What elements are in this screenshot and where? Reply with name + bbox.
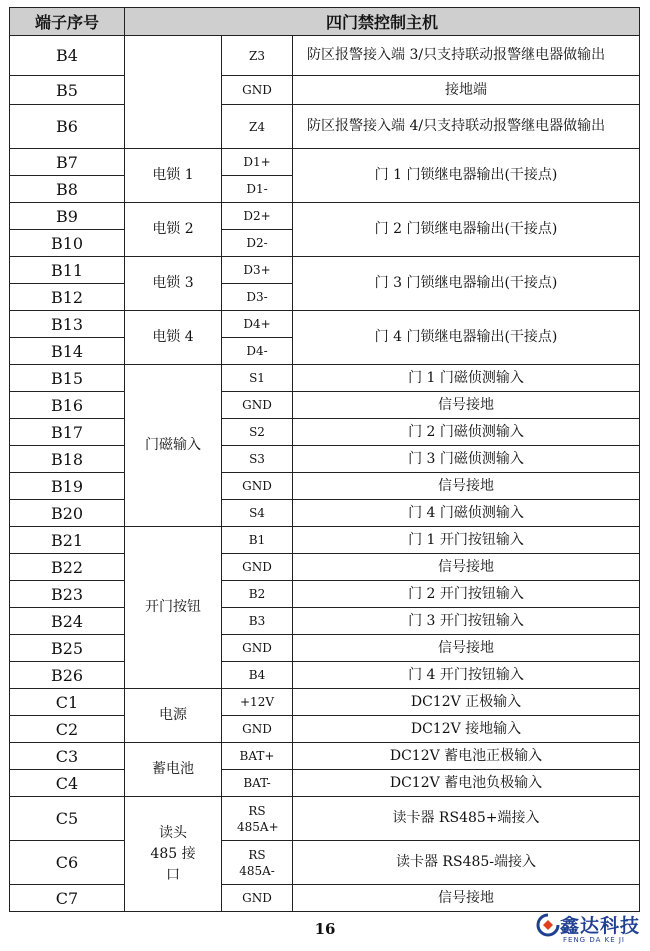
pin-description: 门 4 开门按钮输入 <box>293 662 640 689</box>
terminal-number: B13 <box>10 311 125 338</box>
function-group-cell <box>125 36 222 149</box>
pin-description: 信号接地 <box>293 554 640 581</box>
terminal-number: C3 <box>10 743 125 770</box>
terminal-number: B4 <box>10 36 125 76</box>
table-row <box>10 76 640 105</box>
pin-description: 信号接地 <box>293 635 640 662</box>
pin-description: 门 1 门锁继电器输出(干接点) <box>293 149 640 203</box>
table-row <box>10 841 640 885</box>
pin-label: S4 <box>222 500 293 527</box>
pin-label: S3 <box>222 446 293 473</box>
pin-label: D1- <box>222 176 293 203</box>
pin-description: DC12V 正极输入 <box>293 689 640 716</box>
pin-description: DC12V 接地输入 <box>293 716 640 743</box>
terminal-number: C1 <box>10 689 125 716</box>
table-row <box>10 257 640 284</box>
pin-description: DC12V 蓄电池正极输入 <box>293 743 640 770</box>
table-row <box>10 392 640 419</box>
pin-label: BAT- <box>222 770 293 797</box>
table-row <box>10 527 640 554</box>
pin-label: Z4 <box>222 105 293 149</box>
group-label: 门磁输入 <box>125 365 222 527</box>
terminal-number: B14 <box>10 338 125 365</box>
terminal-number: C2 <box>10 716 125 743</box>
pin-description: 读卡器 RS485-端接入 <box>293 841 640 885</box>
table-row <box>10 473 640 500</box>
pin-description: 门 3 开门按钮输入 <box>293 608 640 635</box>
pin-label: GND <box>222 473 293 500</box>
pin-label: D2- <box>222 230 293 257</box>
table-row <box>10 149 640 176</box>
pin-label: D3- <box>222 284 293 311</box>
pin-label: GND <box>222 885 293 912</box>
group-label: 电锁 4 <box>125 311 222 365</box>
terminal-table <box>9 7 640 912</box>
terminal-number: C6 <box>10 841 125 885</box>
terminal-number: C7 <box>10 885 125 912</box>
terminal-number: B15 <box>10 365 125 392</box>
pin-label: D2+ <box>222 203 293 230</box>
terminal-number: B21 <box>10 527 125 554</box>
pin-description: 防区报警接入端 3/只支持联动报警继电器做输出 <box>293 36 640 76</box>
pin-description: 门 1 门磁侦测输入 <box>293 365 640 392</box>
table-row <box>10 662 640 689</box>
table-row <box>10 311 640 338</box>
group-label: 电锁 3 <box>125 257 222 311</box>
group-label: 蓄电池 <box>125 743 222 797</box>
terminal-number: B19 <box>10 473 125 500</box>
table-row <box>10 635 640 662</box>
terminal-number: B5 <box>10 76 125 105</box>
terminal-number: B7 <box>10 149 125 176</box>
pin-label: S1 <box>222 365 293 392</box>
terminal-number: C5 <box>10 797 125 841</box>
group-label <box>125 797 222 912</box>
terminal-number: B8 <box>10 176 125 203</box>
pin-description: 信号接地 <box>293 473 640 500</box>
table-row <box>10 500 640 527</box>
terminal-number: B26 <box>10 662 125 689</box>
pin-description: 门 2 门磁侦测输入 <box>293 419 640 446</box>
pin-description: 门 4 门磁侦测输入 <box>293 500 640 527</box>
group-label: 电锁 1 <box>125 149 222 203</box>
pin-label: S2 <box>222 419 293 446</box>
terminal-number: B9 <box>10 203 125 230</box>
terminal-number: B17 <box>10 419 125 446</box>
terminal-number: B11 <box>10 257 125 284</box>
pin-label: BAT+ <box>222 743 293 770</box>
terminal-number: C4 <box>10 770 125 797</box>
watermark-subtitle: FENG DA KE JI <box>563 936 625 944</box>
brand-watermark <box>536 911 648 945</box>
table-row <box>10 770 640 797</box>
table-row <box>10 743 640 770</box>
brand-logo-icon <box>536 913 560 937</box>
pin-label: B2 <box>222 581 293 608</box>
pin-label: D4+ <box>222 311 293 338</box>
pin-label: GND <box>222 392 293 419</box>
pin-description: 读卡器 RS485+端接入 <box>293 797 640 841</box>
pin-description: DC12V 蓄电池负极输入 <box>293 770 640 797</box>
pin-description: 门 4 门锁继电器输出(干接点) <box>293 311 640 365</box>
controller-title-header: 四门禁控制主机 <box>125 8 640 36</box>
table-row <box>10 797 640 841</box>
terminal-number: B10 <box>10 230 125 257</box>
table-row <box>10 36 640 76</box>
pin-label: GND <box>222 554 293 581</box>
pin-label: B3 <box>222 608 293 635</box>
pin-label <box>222 841 293 885</box>
pin-description: 门 2 开门按钮输入 <box>293 581 640 608</box>
terminal-number-header: 端子序号 <box>10 8 125 36</box>
table-row <box>10 608 640 635</box>
table-row <box>10 554 640 581</box>
pin-label: +12V <box>222 689 293 716</box>
header-row <box>10 8 640 36</box>
terminal-number: B18 <box>10 446 125 473</box>
pin-label-text: RS 485A+ <box>237 803 279 834</box>
pin-label: Z3 <box>222 36 293 76</box>
table-row <box>10 365 640 392</box>
terminal-number: B24 <box>10 608 125 635</box>
terminal-number: B20 <box>10 500 125 527</box>
pin-description: 接地端 <box>293 76 640 105</box>
pin-label: D3+ <box>222 257 293 284</box>
pin-description: 门 2 门锁继电器输出(干接点) <box>293 203 640 257</box>
pin-description: 门 3 门锁继电器输出(干接点) <box>293 257 640 311</box>
pin-label: B1 <box>222 527 293 554</box>
table-row <box>10 419 640 446</box>
group-label: 电源 <box>125 689 222 743</box>
group-label-text: 读头 485 接口 <box>150 824 196 883</box>
pin-description: 门 3 门磁侦测输入 <box>293 446 640 473</box>
pin-label: GND <box>222 76 293 105</box>
table-row <box>10 105 640 149</box>
group-label: 开门按钮 <box>125 527 222 689</box>
pin-label: D1+ <box>222 149 293 176</box>
table-row <box>10 716 640 743</box>
pin-description: 门 1 开门按钮输入 <box>293 527 640 554</box>
table-row <box>10 689 640 716</box>
pin-label-text: RS 485A- <box>239 847 275 878</box>
terminal-number: B6 <box>10 105 125 149</box>
table-row <box>10 446 640 473</box>
pin-label: B4 <box>222 662 293 689</box>
pin-label: GND <box>222 635 293 662</box>
table-row <box>10 203 640 230</box>
terminal-number: B12 <box>10 284 125 311</box>
terminal-number: B25 <box>10 635 125 662</box>
pin-label <box>222 797 293 841</box>
terminal-number: B23 <box>10 581 125 608</box>
table-row <box>10 885 640 912</box>
pin-label: GND <box>222 716 293 743</box>
terminal-number: B16 <box>10 392 125 419</box>
page-number: 16 <box>314 920 336 938</box>
group-label: 电锁 2 <box>125 203 222 257</box>
watermark-title: 鑫达科技 <box>560 915 641 937</box>
pin-description: 信号接地 <box>293 392 640 419</box>
pin-label: D4- <box>222 338 293 365</box>
terminal-number: B22 <box>10 554 125 581</box>
table-row <box>10 581 640 608</box>
pin-description: 防区报警接入端 4/只支持联动报警继电器做输出 <box>293 105 640 149</box>
pin-description: 信号接地 <box>293 885 640 912</box>
